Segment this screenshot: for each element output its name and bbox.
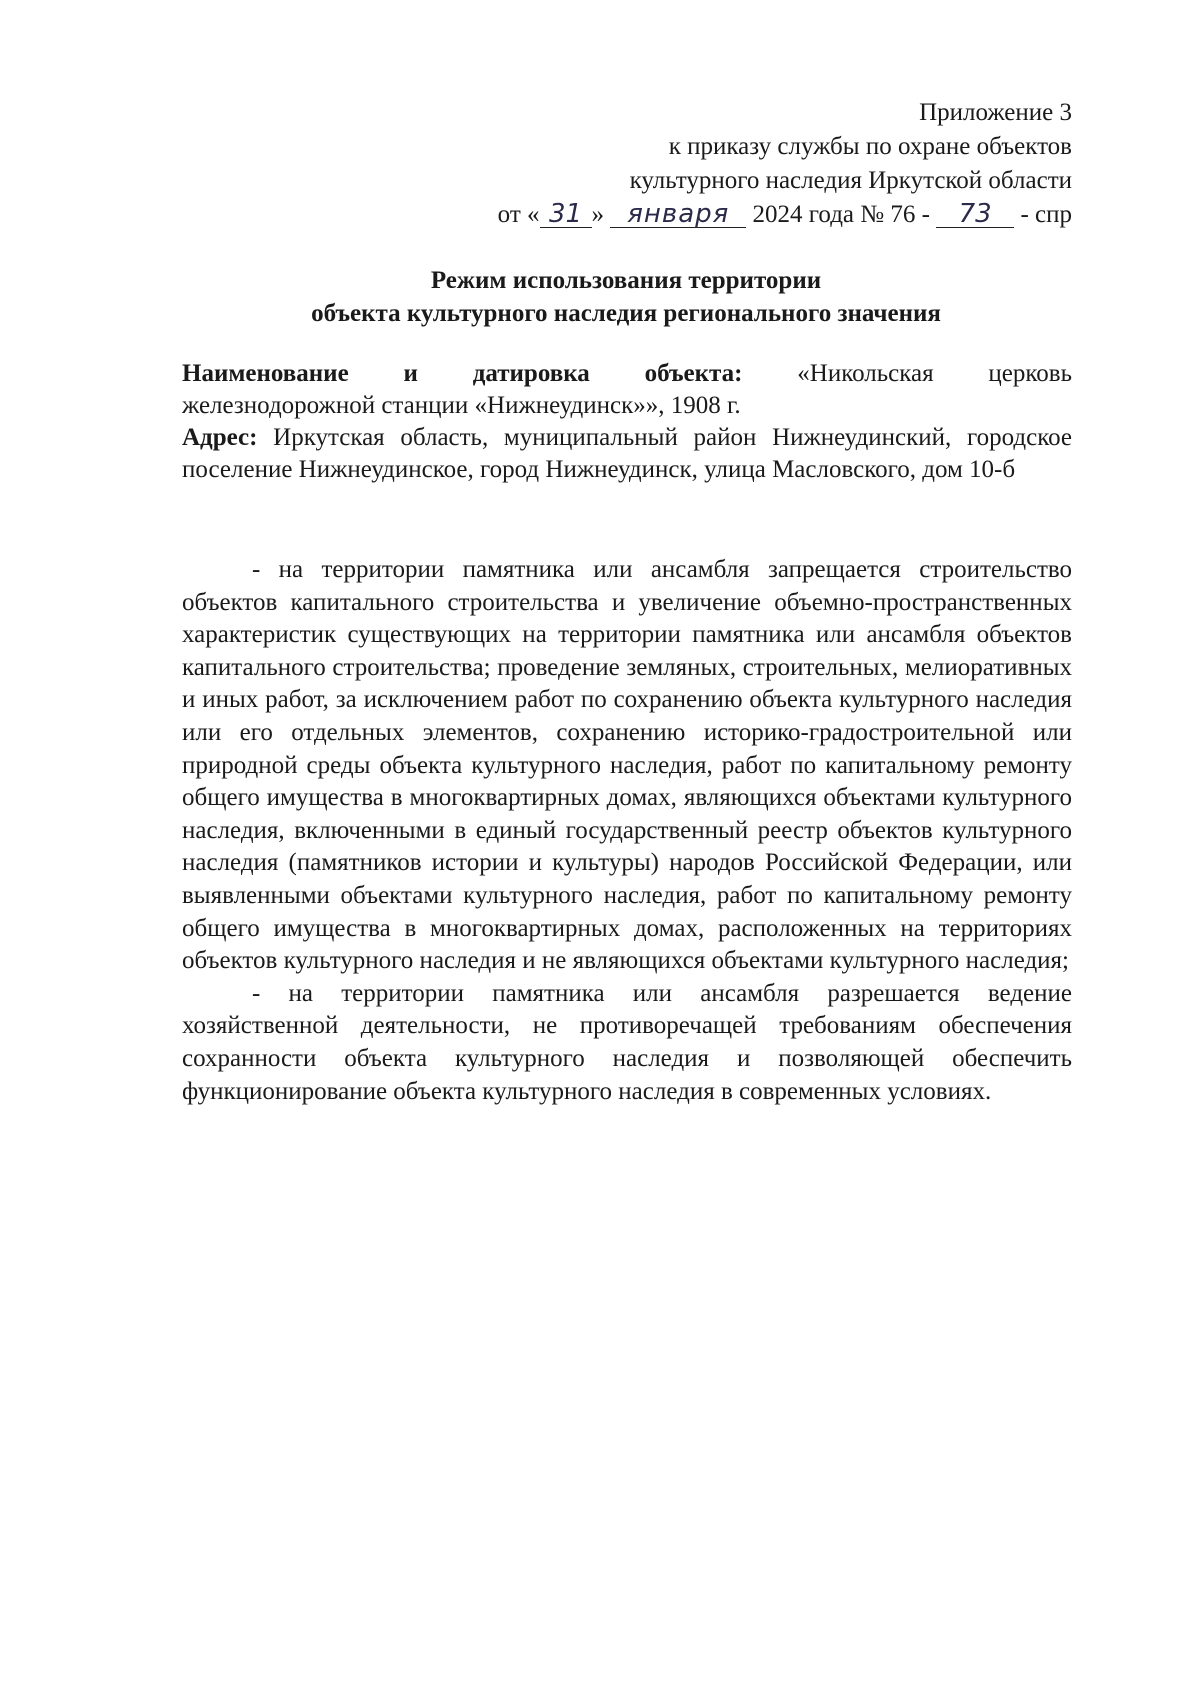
- object-info: [182, 358, 1072, 486]
- paragraph-restrictions: - на территории памятника или ансамбля запрещается строительство объектов капитального строительства и увеличение объемно-пространственных характеристик существующих на территории памятника или ансамбля объектов капитального строительства; проведение земляных, строительных, мелиоративных и иных работ, за исключением работ по сохранению объекта культурного наследия или его отдельных элементов, сохранению историко-градостроительной или природной среды объекта культурного наследия, работ по капитальному ремонту общего имущества в многоквартирных домах, являющихся объектами культурного наследия, включенными в единый государственный реестр объектов культурного наследия (памятников истории и культуры) народов Российской Федерации, или выявленными объектами культурного наследия, работ по капитальному ремонту общего имущества в многоквартирных домах, расположенных на территориях объектов культурного наследия и не являющихся объектами культурного наследия;: [182, 556, 1072, 975]
- name-label-word: Наименование: [182, 360, 349, 387]
- order-year-text: 2024 года № 76 -: [752, 201, 930, 228]
- object-name-row: [182, 358, 1072, 390]
- appendix-authority: культурного наследия Иркутской области: [629, 167, 1072, 194]
- handwritten-order-number: 73: [936, 201, 1014, 228]
- appendix-number: Приложение 3: [919, 99, 1072, 126]
- object-address: [182, 422, 1072, 486]
- object-name-word: церковь: [988, 360, 1072, 387]
- order-date-line: [498, 198, 1072, 232]
- address-label: Адрес:: [182, 424, 258, 451]
- title-line-2: объекта культурного наследия регионального значения: [311, 300, 941, 327]
- name-label-word: объекта:: [644, 360, 743, 387]
- object-name-word: «Никольская: [797, 360, 934, 387]
- paragraph-permissions: - на территории памятника или ансамбля разрешается ведение хозяйственной деятельности, не противоречащей требованиям обеспечения сохранности объекта культурного наследия и позволяющей обеспечить функционирование объекта культурного наследия в современных условиях.: [182, 979, 1072, 1105]
- usage-regime-body: [182, 554, 1072, 1108]
- address-value: Иркутская область, муниципальный район Нижнеудинский, городское поселение Нижнеудинское, город Нижнеудинск, улица Масловского, дом 10-б: [182, 424, 1073, 483]
- title-line-1: Режим использования территории: [430, 267, 822, 294]
- handwritten-month: января: [610, 201, 746, 228]
- name-label-word: и: [403, 360, 418, 387]
- name-label-word: датировка: [472, 360, 590, 387]
- date-prefix: от «: [497, 201, 540, 228]
- order-suffix: - спр: [1020, 201, 1072, 228]
- quote-close: »: [591, 201, 605, 228]
- appendix-header: [498, 96, 1072, 232]
- object-name-continued: железнодорожной станции «Нижнеудинск»», 1908 г.: [182, 392, 741, 419]
- handwritten-day: 31: [540, 201, 592, 228]
- appendix-order-ref: к приказу службы по охране объектов: [668, 133, 1072, 160]
- document-title: [180, 264, 1072, 330]
